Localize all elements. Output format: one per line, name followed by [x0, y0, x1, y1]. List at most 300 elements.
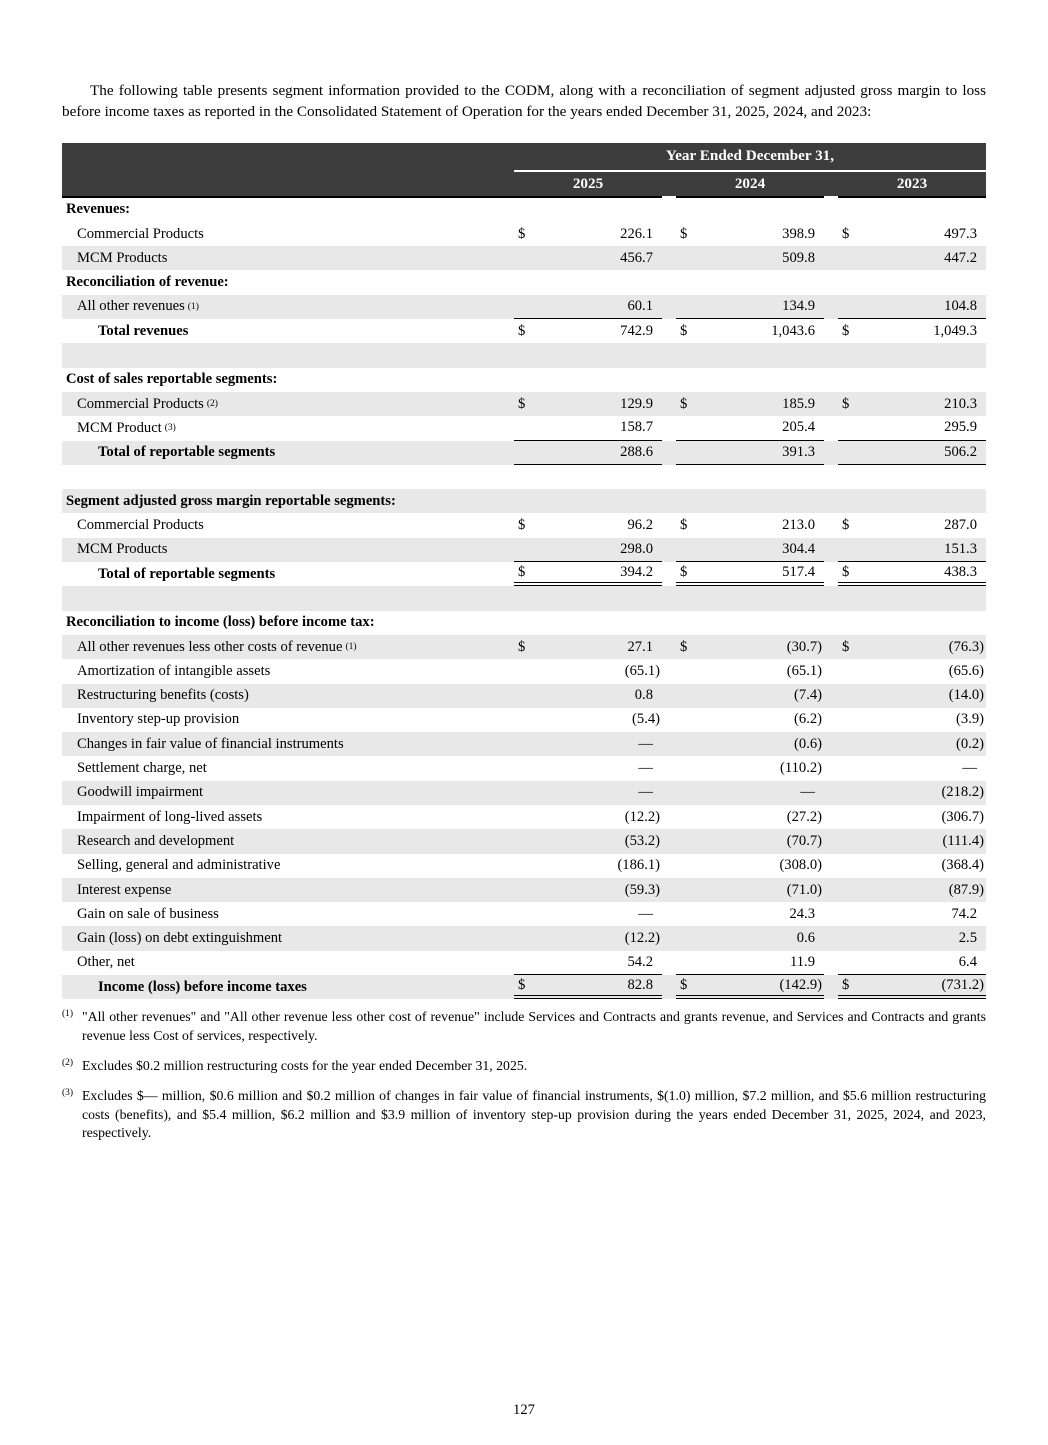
cell-dollar — [676, 368, 706, 392]
table-row — [62, 878, 986, 902]
column-separator — [662, 684, 676, 708]
year-label-2023: 2023 — [896, 174, 928, 192]
column-separator — [824, 222, 838, 246]
cell-value — [706, 586, 824, 610]
cell-dollar — [838, 368, 868, 392]
table-row — [62, 538, 986, 562]
footnote — [62, 1087, 986, 1142]
cell-value: 0.6 — [796, 930, 815, 947]
column-separator — [662, 611, 676, 635]
row-label: Income (loss) before income taxes — [98, 978, 307, 995]
column-separator — [662, 319, 676, 343]
cell-value: (306.7) — [941, 808, 984, 825]
cell-dollar — [514, 368, 544, 392]
row-label: Restructuring benefits (costs) — [77, 687, 249, 704]
cell-dollar — [676, 951, 706, 975]
cell-value: 60.1 — [544, 295, 662, 319]
table-row — [62, 270, 986, 294]
cell-value: (142.9) — [706, 975, 824, 999]
cell-dollar — [514, 805, 544, 829]
cell-dollar — [514, 586, 544, 610]
column-separator — [824, 829, 838, 853]
column-separator — [824, 392, 838, 416]
footnotes — [62, 1008, 986, 1142]
column-separator — [662, 805, 676, 829]
row-label: Interest expense — [77, 881, 172, 898]
cell-value: — — [800, 784, 815, 801]
cell-value — [706, 368, 824, 392]
cell-dollar: $ — [842, 225, 850, 242]
table-row — [62, 198, 986, 222]
cell-value — [868, 611, 986, 635]
cell-dollar — [676, 611, 706, 635]
cell-value: 6.4 — [868, 951, 986, 975]
column-separator — [662, 659, 676, 683]
cell-value: — — [962, 760, 977, 777]
column-separator — [824, 684, 838, 708]
table-row — [62, 902, 986, 926]
column-separator — [824, 489, 838, 513]
cell-value: 288.6 — [544, 441, 662, 465]
table-header-years-row — [62, 172, 986, 196]
column-separator — [824, 951, 838, 975]
cell-value — [868, 270, 986, 294]
column-separator — [824, 368, 838, 392]
row-label: MCM Products — [77, 541, 168, 558]
cell-dollar — [514, 441, 544, 465]
cell-dollar: $ — [680, 322, 688, 339]
cell-value: 2.5 — [958, 930, 977, 947]
cell-value: 0.8 — [634, 687, 653, 704]
cell-dollar — [838, 829, 868, 853]
cell-dollar: $ — [842, 395, 850, 412]
column-separator — [824, 319, 838, 343]
row-label: Settlement charge, net — [77, 760, 207, 777]
cell-value — [868, 198, 986, 222]
cell-dollar — [838, 295, 868, 319]
cell-dollar — [838, 854, 868, 878]
page-number: 127 — [513, 1402, 535, 1418]
cell-dollar: $ — [518, 225, 526, 242]
cell-dollar — [676, 926, 706, 950]
cell-dollar: $ — [518, 638, 526, 655]
cell-dollar — [514, 829, 544, 853]
column-separator — [662, 878, 676, 902]
table-row — [62, 513, 986, 537]
cell-value: 205.4 — [706, 416, 824, 440]
cell-dollar: $ — [514, 562, 544, 586]
cell-value: 1,043.6 — [771, 322, 815, 339]
column-separator — [662, 732, 676, 756]
cell-value: 391.3 — [706, 441, 824, 465]
cell-dollar — [514, 295, 544, 319]
cell-dollar — [838, 246, 868, 270]
cell-value: 27.1 — [627, 638, 653, 655]
cell-value: 298.0 — [544, 538, 662, 562]
cell-dollar — [514, 926, 544, 950]
cell-dollar — [676, 343, 706, 367]
cell-dollar — [514, 416, 544, 440]
cell-dollar: $ — [842, 517, 850, 534]
cell-value — [544, 270, 662, 294]
cell-value: (0.6) — [794, 735, 822, 752]
cell-dollar — [514, 538, 544, 562]
cell-value: (53.2) — [624, 832, 660, 849]
table-row — [62, 489, 986, 513]
column-separator — [824, 659, 838, 683]
footnote-marker: (3) — [62, 1088, 74, 1099]
cell-value: (308.0) — [779, 857, 822, 874]
column-separator — [662, 295, 676, 319]
cell-dollar — [676, 416, 706, 440]
cell-value: 398.9 — [782, 225, 815, 242]
column-separator — [662, 586, 676, 610]
cell-dollar — [838, 951, 868, 975]
cell-dollar: $ — [838, 975, 868, 999]
cell-dollar: $ — [680, 638, 688, 655]
cell-value: 104.8 — [868, 295, 986, 319]
table-row — [62, 756, 986, 780]
cell-dollar — [676, 270, 706, 294]
cell-dollar: $ — [680, 225, 688, 242]
cell-value: 506.2 — [868, 441, 986, 465]
cell-value: 497.3 — [944, 225, 977, 242]
cell-value: 11.9 — [706, 951, 824, 975]
cell-value: 295.9 — [868, 416, 986, 440]
cell-dollar: $ — [838, 562, 868, 586]
footnote — [62, 1008, 986, 1045]
column-separator — [824, 441, 838, 465]
cell-value — [544, 343, 662, 367]
cell-dollar — [514, 198, 544, 222]
cell-dollar: $ — [842, 322, 850, 339]
column-separator — [824, 538, 838, 562]
table-row — [62, 246, 986, 270]
row-label: Impairment of long-lived assets — [77, 808, 263, 825]
cell-dollar — [514, 659, 544, 683]
cell-dollar — [676, 684, 706, 708]
row-label — [62, 586, 514, 610]
cell-dollar — [676, 586, 706, 610]
column-separator — [824, 198, 838, 222]
column-separator — [662, 951, 676, 975]
cell-value — [544, 611, 662, 635]
row-label: Total revenues — [98, 322, 189, 339]
cell-value: (30.7) — [786, 638, 822, 655]
cell-dollar — [838, 684, 868, 708]
footnote-text: Excludes $0.2 million restructuring costs for the year ended December 31, 2025. — [82, 1058, 528, 1074]
column-separator — [662, 246, 676, 270]
cell-dollar — [676, 465, 706, 489]
cell-value: (110.2) — [779, 760, 822, 777]
column-separator — [824, 562, 838, 586]
column-separator — [662, 513, 676, 537]
row-label: Goodwill impairment — [77, 784, 204, 801]
column-separator — [824, 781, 838, 805]
column-separator — [662, 538, 676, 562]
row-label: MCM Product (3) — [77, 419, 176, 436]
table-row — [62, 684, 986, 708]
cell-dollar — [838, 732, 868, 756]
table-row-blank — [62, 343, 986, 367]
cell-dollar — [514, 343, 544, 367]
cell-dollar — [838, 586, 868, 610]
row-label: Other, net — [77, 954, 135, 971]
cell-value: (87.9) — [948, 881, 984, 898]
footnote-text: Excludes $— million, $0.6 million and $0.2 million of changes in fair value of financial instruments, $(1.0) million, $7.2 million, and $5.6 million restructuring costs (benefits), and $5.4 million, $6.2 million and $3.9 million of inventory step-up provision during the years ended December 31, 2025, 2024, and 2023, respectively. — [82, 1088, 986, 1141]
cell-dollar: $ — [514, 975, 544, 999]
cell-dollar — [838, 416, 868, 440]
table-row — [62, 659, 986, 683]
table-row — [62, 368, 986, 392]
table-row — [62, 611, 986, 635]
row-label: Reconciliation to income (loss) before income tax: — [66, 614, 375, 631]
cell-dollar — [676, 732, 706, 756]
cell-value — [868, 586, 986, 610]
cell-value: 213.0 — [782, 517, 815, 534]
cell-value: (65.6) — [948, 662, 984, 679]
cell-dollar — [838, 902, 868, 926]
cell-value: (70.7) — [786, 832, 822, 849]
column-separator — [662, 416, 676, 440]
cell-value: (12.2) — [624, 808, 660, 825]
cell-dollar — [676, 198, 706, 222]
row-label: Segment adjusted gross margin reportable segments: — [66, 492, 396, 509]
table-row — [62, 562, 986, 586]
row-label: All other revenues less other costs of revenue (1) — [77, 638, 357, 655]
cell-value: 151.3 — [868, 538, 986, 562]
cell-dollar — [514, 756, 544, 780]
cell-value — [868, 489, 986, 513]
table-row — [62, 295, 986, 319]
table-row — [62, 416, 986, 440]
table-row — [62, 732, 986, 756]
cell-dollar — [514, 684, 544, 708]
column-separator — [824, 975, 838, 999]
column-separator — [662, 270, 676, 294]
cell-dollar — [676, 659, 706, 683]
column-separator — [662, 854, 676, 878]
table-row — [62, 319, 986, 343]
cell-dollar — [514, 708, 544, 732]
cell-dollar — [676, 489, 706, 513]
cell-value — [868, 343, 986, 367]
column-separator — [662, 198, 676, 222]
cell-value — [868, 368, 986, 392]
column-separator — [824, 805, 838, 829]
row-label: Amortization of intangible assets — [77, 662, 271, 679]
cell-dollar: $ — [676, 975, 706, 999]
column-separator — [662, 708, 676, 732]
footnote-marker: (1) — [62, 1009, 74, 1020]
year-label-2024: 2024 — [734, 174, 766, 192]
cell-value — [706, 465, 824, 489]
cell-value: 134.9 — [706, 295, 824, 319]
cell-value: 456.7 — [620, 249, 653, 266]
cell-value: (27.2) — [786, 808, 822, 825]
column-separator — [824, 465, 838, 489]
cell-value: 447.2 — [944, 249, 977, 266]
cell-value: (65.1) — [624, 662, 660, 679]
footnote-text: "All other revenues" and "All other revenue less other cost of revenue" include Services and Contracts and grants revenue, and Services and Contracts and grants revenue less Cost of services, respectively. — [82, 1009, 986, 1043]
column-separator — [662, 756, 676, 780]
cell-dollar — [514, 611, 544, 635]
cell-value: 74.2 — [951, 905, 977, 922]
cell-dollar: $ — [680, 517, 688, 534]
column-separator — [662, 781, 676, 805]
row-label: Cost of sales reportable segments: — [66, 371, 278, 388]
cell-dollar — [676, 854, 706, 878]
cell-dollar — [676, 441, 706, 465]
row-label: Selling, general and administrative — [77, 857, 281, 874]
row-label — [62, 465, 514, 489]
column-separator — [824, 708, 838, 732]
cell-value: 24.3 — [789, 905, 815, 922]
cell-dollar — [514, 465, 544, 489]
cell-value: (6.2) — [794, 711, 822, 728]
table-row — [62, 975, 986, 999]
row-label: All other revenues (1) — [77, 298, 199, 315]
column-separator — [824, 416, 838, 440]
column-separator — [662, 975, 676, 999]
column-separator — [662, 392, 676, 416]
cell-value: (71.0) — [786, 881, 822, 898]
cell-value: 438.3 — [868, 562, 986, 586]
cell-dollar: $ — [518, 395, 526, 412]
cell-dollar — [676, 708, 706, 732]
cell-value: 129.9 — [620, 395, 653, 412]
row-label: Commercial Products — [77, 517, 204, 534]
cell-value — [868, 465, 986, 489]
cell-dollar — [838, 805, 868, 829]
row-label: Reconciliation of revenue: — [66, 274, 229, 291]
table-row — [62, 392, 986, 416]
cell-value: (7.4) — [794, 687, 822, 704]
row-label: Commercial Products — [77, 225, 204, 242]
cell-dollar — [514, 732, 544, 756]
table-row — [62, 829, 986, 853]
cell-value: 96.2 — [627, 517, 653, 534]
cell-dollar — [838, 270, 868, 294]
column-separator — [824, 756, 838, 780]
cell-dollar — [838, 538, 868, 562]
cell-dollar — [838, 343, 868, 367]
row-label — [62, 343, 514, 367]
cell-dollar — [838, 198, 868, 222]
cell-value: — — [638, 735, 653, 752]
cell-value — [706, 343, 824, 367]
cell-dollar — [676, 902, 706, 926]
cell-dollar — [838, 465, 868, 489]
cell-value: — — [638, 760, 653, 777]
cell-dollar — [838, 926, 868, 950]
year-label-2025: 2025 — [572, 174, 604, 192]
footnote — [62, 1057, 986, 1075]
column-separator — [824, 513, 838, 537]
row-label: Revenues: — [66, 201, 131, 218]
row-label: Gain on sale of business — [77, 905, 219, 922]
cell-value: 82.8 — [544, 975, 662, 999]
cell-dollar — [676, 805, 706, 829]
column-separator — [824, 635, 838, 659]
cell-value — [544, 586, 662, 610]
cell-value: (3.9) — [956, 711, 984, 728]
cell-dollar — [514, 270, 544, 294]
table-row — [62, 635, 986, 659]
cell-dollar: $ — [680, 395, 688, 412]
cell-value: — — [638, 784, 653, 801]
column-separator — [662, 926, 676, 950]
table-row — [62, 854, 986, 878]
cell-dollar — [838, 489, 868, 513]
cell-dollar: $ — [842, 638, 850, 655]
column-separator — [662, 343, 676, 367]
cell-dollar — [514, 854, 544, 878]
row-label: MCM Products — [77, 249, 168, 266]
cell-value: 185.9 — [782, 395, 815, 412]
table-row — [62, 951, 986, 975]
cell-value: 517.4 — [706, 562, 824, 586]
column-separator — [824, 854, 838, 878]
cell-value: 742.9 — [620, 322, 653, 339]
row-label: Gain (loss) on debt extinguishment — [77, 930, 283, 947]
column-separator — [662, 172, 676, 196]
cell-dollar — [838, 708, 868, 732]
row-label: Research and development — [77, 832, 235, 849]
cell-value: (731.2) — [868, 975, 986, 999]
table-row — [62, 926, 986, 950]
table-body — [62, 198, 986, 1000]
table-row-blank — [62, 465, 986, 489]
table-header-top-row — [62, 143, 986, 172]
cell-value — [544, 489, 662, 513]
cell-dollar — [838, 878, 868, 902]
column-separator — [662, 489, 676, 513]
column-separator — [662, 829, 676, 853]
year-ended-header: Year Ended December 31, — [514, 143, 986, 172]
cell-dollar — [838, 781, 868, 805]
cell-dollar — [514, 951, 544, 975]
cell-dollar — [676, 538, 706, 562]
column-separator — [824, 611, 838, 635]
segment-table — [62, 143, 986, 1000]
cell-value: (0.2) — [956, 735, 984, 752]
cell-value: (186.1) — [617, 857, 660, 874]
cell-value — [544, 198, 662, 222]
column-separator — [662, 222, 676, 246]
column-separator — [662, 562, 676, 586]
table-row-blank — [62, 586, 986, 610]
cell-dollar — [838, 659, 868, 683]
cell-dollar: $ — [676, 562, 706, 586]
column-separator — [662, 902, 676, 926]
column-separator — [824, 732, 838, 756]
table-row — [62, 222, 986, 246]
header-spacer — [62, 172, 514, 196]
row-label: Total of reportable segments — [98, 444, 276, 461]
column-separator — [824, 246, 838, 270]
cell-value: (59.3) — [624, 881, 660, 898]
column-separator — [824, 902, 838, 926]
table-row — [62, 441, 986, 465]
column-separator — [824, 926, 838, 950]
cell-dollar — [676, 781, 706, 805]
column-separator — [824, 878, 838, 902]
cell-value — [706, 198, 824, 222]
column-separator — [662, 368, 676, 392]
cell-value: — — [638, 905, 653, 922]
cell-dollar — [838, 756, 868, 780]
